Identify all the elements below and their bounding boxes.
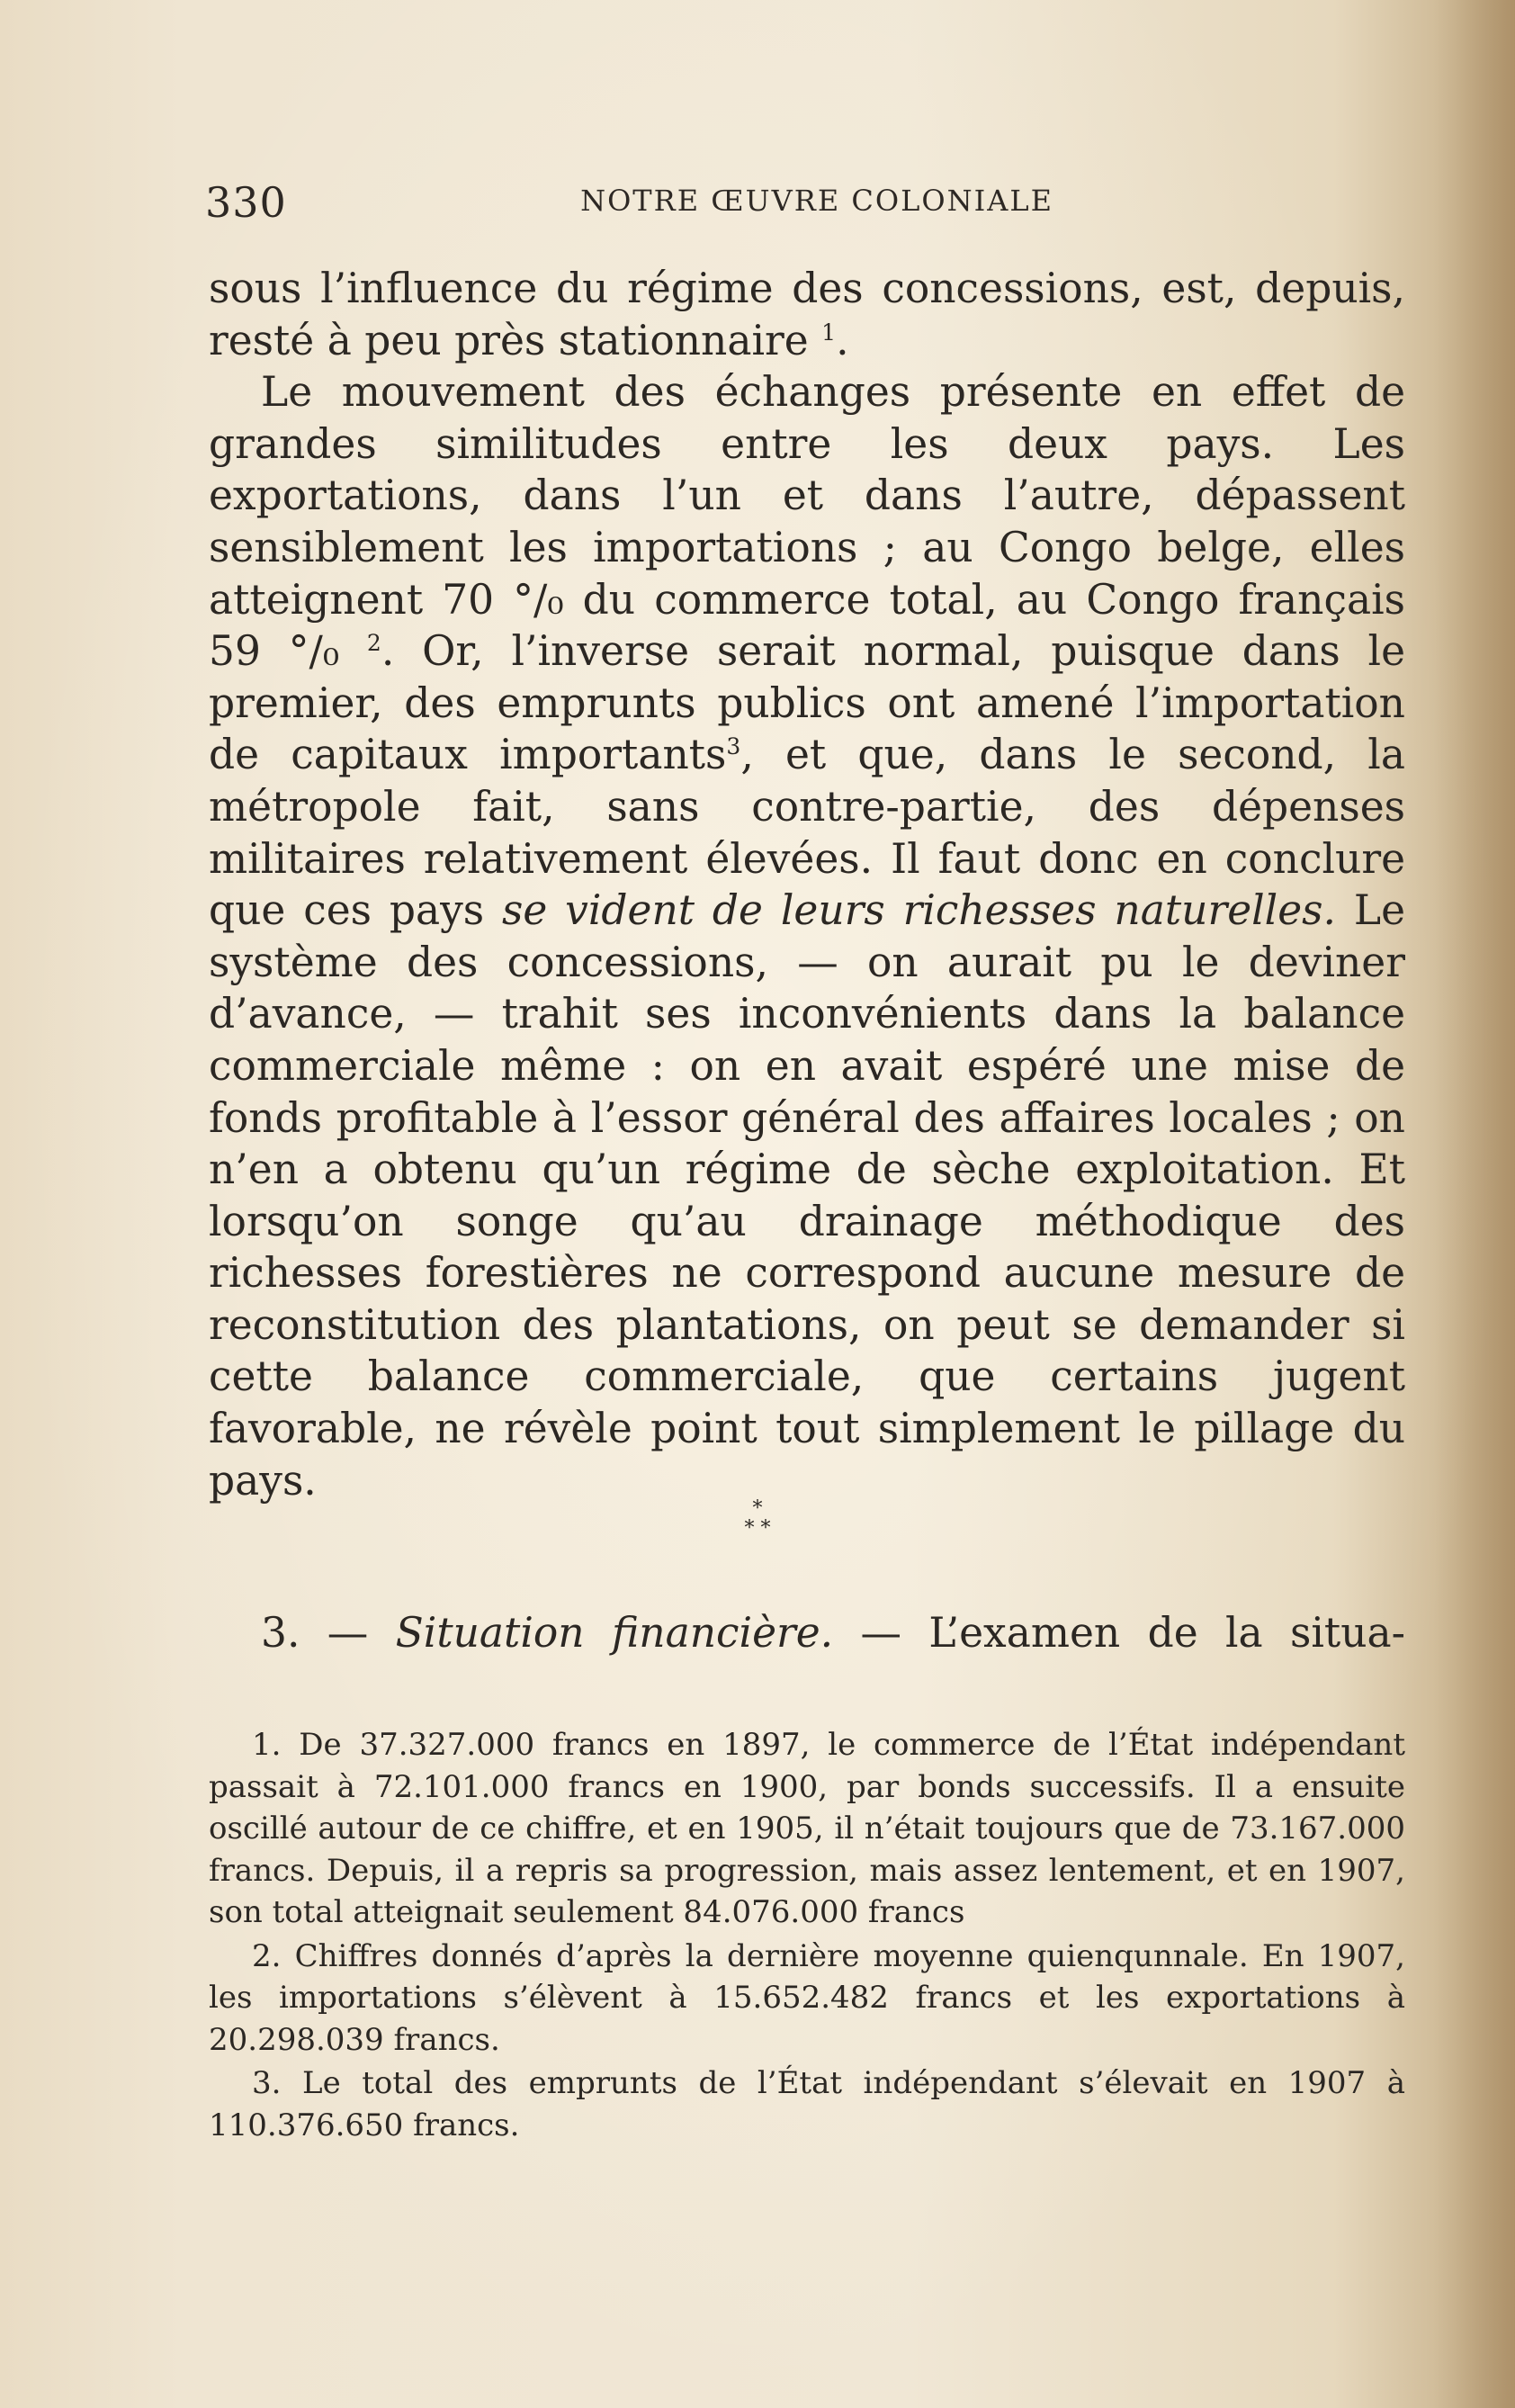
footnotes <box>209 1724 1405 2148</box>
footnote-text: De 37.327.000 francs en 1897, le commerce de l’État indépendant passait à 72.101.000 francs en 1900, par bonds successifs. Il a ensuite oscillé autour de ce chiffre, et en 1905, il n’était toujours que de 73.167.000 francs. Depuis, il a repris sa progression, mais assez lentement, et en 1907, son total atteignait seulement 84.076.000 francs <box>209 1727 1405 1930</box>
paragraph-text-a: Le mouvement des échanges présente en effet de grandes similitudes entre les deux pays. Les exportations, dans l’un et dans l’autre, dépassent sensiblement les importations ; au Congo belge, elles atteignent 70 °/₀ du commerce total, au Congo français 59 °/₀ <box>209 368 1405 676</box>
lead-text: sous l’influence du régime des concessions, est, depuis, resté à peu près stationnaire <box>209 265 1405 364</box>
page-number: 330 <box>205 178 287 227</box>
footnote-3 <box>209 2062 1405 2146</box>
main-text <box>209 263 1405 1506</box>
running-header <box>205 178 1429 232</box>
footnote-ref-3: 3 <box>726 733 741 760</box>
footnote-ref-1: 1 <box>821 319 837 346</box>
footnote-2 <box>209 1936 1405 2062</box>
running-title: NOTRE ŒUVRE COLONIALE <box>580 184 1053 218</box>
footnote-text: Chiffres donnés d’après la dernière moyenne quienqunnale. En 1907, les importations s’élèvent à 15.652.482 francs et les exportations à 20.298.039 francs. <box>209 1937 1405 2058</box>
footnote-1 <box>209 1724 1405 1934</box>
italic-phrase: se vident de leurs richesses naturelles. <box>502 886 1336 935</box>
paragraph-text-c: , et que, dans le second, la métropole fait, sans contre-partie, des dépenses militaires relativement élevées. Il faut donc en conclure que ces pays <box>209 731 1405 935</box>
section-number: 3. — <box>261 1609 369 1657</box>
lead-end: . <box>836 316 849 364</box>
section-text: — L’examen de la situa- <box>860 1609 1405 1657</box>
asterism-divider <box>731 1499 784 1553</box>
footnote-ref-2: 2 <box>366 630 381 656</box>
footnote-number: 3. <box>252 2065 282 2101</box>
paragraph-text-d: Le système des concessions, — on aurait pu le deviner d’avance, — trahit ses inconvénients dans la balance commerciale même : on en avait espéré une mise de fonds profitable à l’essor général des affaires locales ; on n’en a obtenu qu’un régime de sèche exploitation. Et lorsqu’on songe qu’au drainage méthodique des richesses forestières ne correspond aucune mesure de reconstitution des plantations, on peut se demander si cette balance commerciale, que certains jugent favorable, ne révèle point tout simplement le pillage du pays. <box>209 886 1406 1505</box>
asterism-top: * <box>752 1497 763 1520</box>
footnote-text: Le total des emprunts de l’État indépendant s’élevait en 1907 à 110.376.650 francs. <box>209 2065 1406 2143</box>
section-heading <box>209 1607 1405 1659</box>
asterism-bottom: * * <box>744 1517 771 1540</box>
footnote-number: 1. <box>252 1727 282 1763</box>
section-title: Situation financière. <box>395 1609 834 1657</box>
paragraph-text-b: . Or, l’inverse serait normal, puisque dans le premier, des emprunts publics ont amené l’importation de capitaux importants <box>209 627 1405 779</box>
page-edge-shadow <box>1434 0 1515 2408</box>
footnote-number: 2. <box>252 1937 282 1974</box>
